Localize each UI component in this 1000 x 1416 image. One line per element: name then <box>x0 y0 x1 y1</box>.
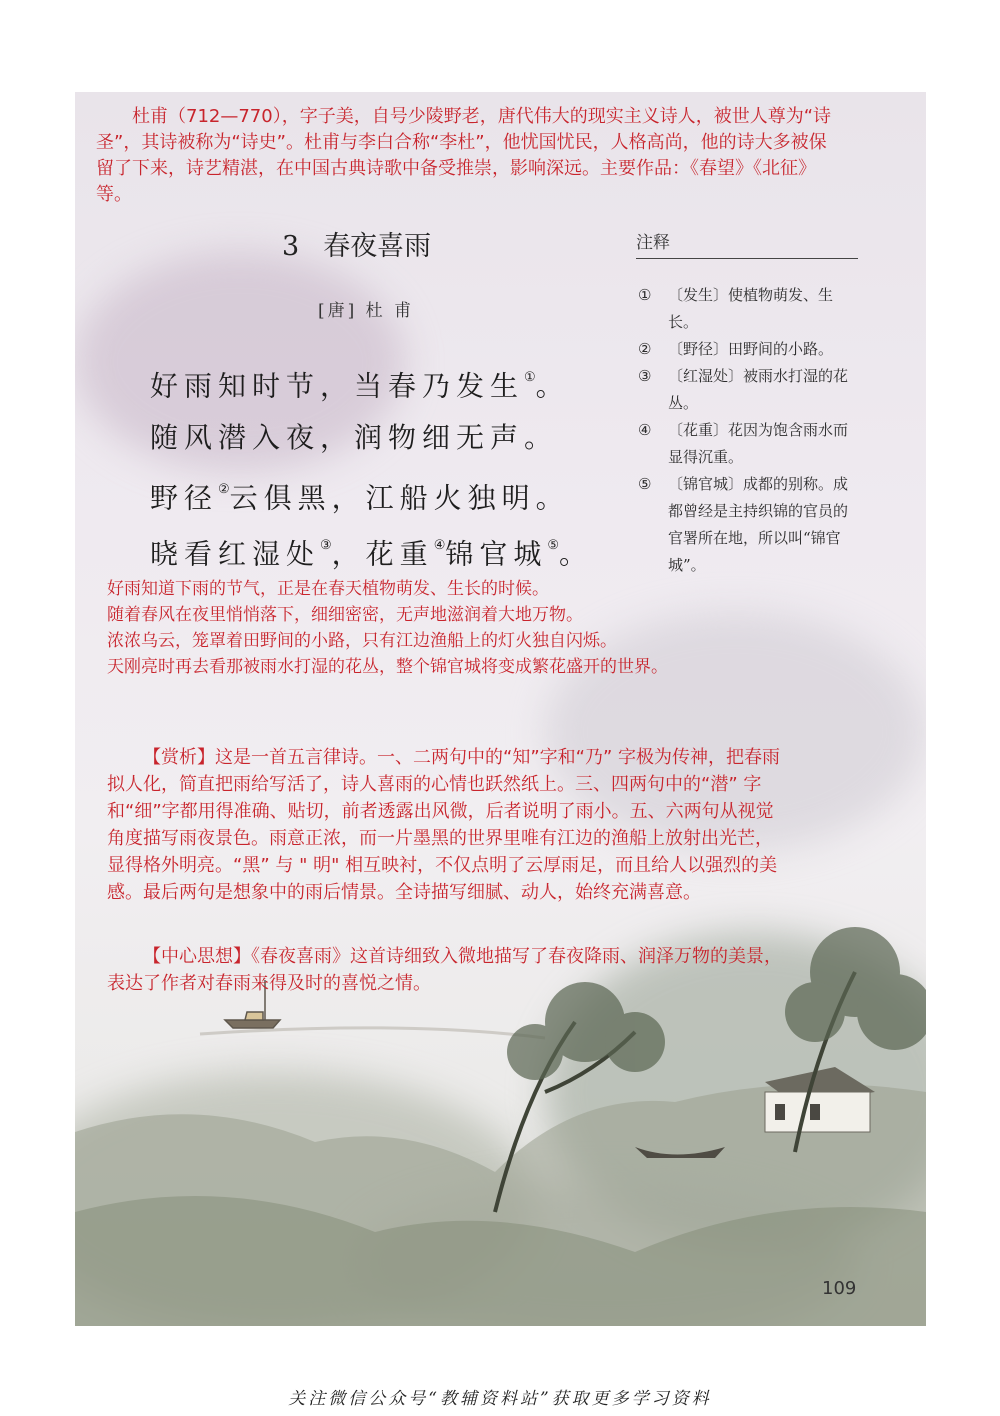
note-item <box>636 417 862 471</box>
poem-line-text: 锦官城 <box>445 537 548 571</box>
note-item <box>636 471 862 579</box>
translation-line: 好雨知道下雨的节气，正是在春天植物萌发、生长的时候。 <box>107 579 549 599</box>
author-intro: 杜甫（712—770），字子美，自号少陵野老，唐代伟大的现实主义诗人，被世人尊为“诗圣”，其诗被称为“诗史”。杜甫与李白合称“李杜”，他忧国忧民，人格高尚，他的诗大多被保留了下来，诗艺精湛，在中国古典诗歌中备受推崇，影响深远。主要作品：《春望》《北征》等。 <box>96 106 832 205</box>
landscape-painting <box>75 92 926 1326</box>
notes-list <box>636 282 862 579</box>
poem-line-text: 好雨知时节，当春乃发生 <box>150 369 525 403</box>
note-text: 〔花重〕花因为饱含雨水而显得沉重。 <box>668 421 849 466</box>
poem-line-text: 晓看红湿处 <box>150 537 321 571</box>
translation-line: 随着春风在夜里悄悄落下，细细密密，无声地滋润着大地万物。 <box>107 605 583 625</box>
appreciation-paragraph: 【赏析】这是一首五言律诗。一、二两句中的“知”字和“乃” 字极为传神，把春雨拟人化，简直把雨给写活了，诗人喜雨的心情也跃然纸上。三、四两句中的“潜” 字和“细”字都用得准确、贴切，前者透露出风微，后者说明了雨小。五、六两句从视觉角度描写雨夜景色。雨意正浓，而一片墨黑的世界里唯有江边的渔船上放射出光芒，显得格外明亮。“黑” 与 " 明" 相互映衬，不仅点明了云厚雨足，而且给人以强烈的美感。最后两句是想象中的雨后情景。全诗描写细腻、动人，始终充满喜意。 <box>107 747 781 903</box>
poem-text <box>150 360 610 584</box>
poem-line-text: 野径 <box>150 481 219 515</box>
note-number: ② <box>638 340 652 358</box>
note-text: 〔红湿处〕被雨水打湿的花丛。 <box>668 367 849 412</box>
poem-line <box>150 416 610 472</box>
cottage-illustration <box>765 1067 875 1132</box>
note-number: ⑤ <box>638 475 652 493</box>
central-idea-paragraph: 【中心思想】《春夜喜雨》这首诗细致入微地描写了春夜降雨、润泽万物的美景，表达了作者对春雨来得及时的喜悦之情。 <box>107 946 782 994</box>
note-item <box>636 336 862 363</box>
poem-line-text: ，花重 <box>331 537 434 571</box>
poem-line-text: 云俱黑，江船火独明。 <box>229 481 570 515</box>
note-text: 〔发生〕使植物萌发、生长。 <box>668 286 834 331</box>
lesson-number: 3 <box>282 231 300 262</box>
translation-line: 浓浓乌云，笼罩着田野间的小路，只有江边渔船上的灯火独自闪烁。 <box>107 631 617 651</box>
poem-line-text: 。 <box>535 369 570 403</box>
note-number: ① <box>638 286 652 304</box>
footnote-marker[interactable]: ② <box>218 482 230 497</box>
notes-heading: 注释 <box>636 233 670 253</box>
poem-line-text: 随风潜入夜，润物细无声。 <box>150 421 559 454</box>
page-number: 109 <box>822 1278 857 1299</box>
notes-divider <box>636 258 858 259</box>
note-text: 〔野径〕田野间的小路。 <box>668 340 834 358</box>
poem-translation <box>107 576 807 680</box>
lesson-title <box>282 224 431 263</box>
note-number: ③ <box>638 367 652 385</box>
poem-author: [唐] 杜 甫 <box>318 301 415 321</box>
footnote-marker[interactable]: ③ <box>320 538 332 553</box>
footer-promo: 关注微信公众号“教辅资料站”获取更多学习资料 <box>288 1389 712 1409</box>
footnote-marker[interactable]: ① <box>524 370 536 385</box>
poem-line-text: 。 <box>559 537 594 571</box>
note-text: 〔锦官城〕成都的别称。成都曾经是主持织锦的官员的官署所在地，所以叫“锦官城”。 <box>668 475 849 574</box>
poem-line <box>150 472 610 528</box>
lesson-title-text: 春夜喜雨 <box>323 231 432 262</box>
translation-line: 天刚亮时再去看那被雨水打湿的花丛，整个锦官城将变成繁花盛开的世界。 <box>107 657 668 677</box>
textbook-page <box>75 92 926 1326</box>
note-number: ④ <box>638 421 652 439</box>
footnote-marker[interactable]: ④ <box>433 538 446 553</box>
footnote-marker[interactable]: ⑤ <box>547 538 560 553</box>
note-item <box>636 282 862 336</box>
note-item <box>636 363 862 417</box>
poem-line <box>150 360 610 416</box>
